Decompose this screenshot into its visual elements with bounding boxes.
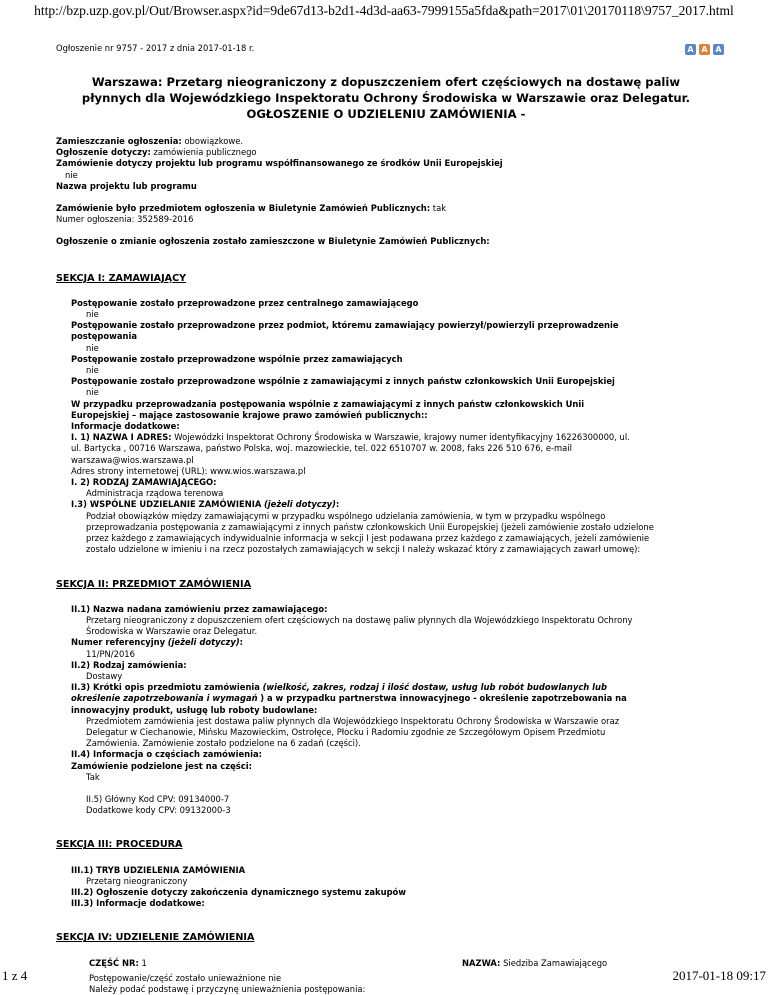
font-size-controls [685, 44, 724, 55]
section-3: III.1) TRYB UDZIELENIA ZAMÓWIENIA Przetarg nieograniczony III.2) Ogłoszenie dotyczy zakończenia dynamicznego systemu zakupów III.3) Informacje dodatkowe: [71, 864, 407, 909]
page-counter: 1 z 4 [2, 968, 28, 983]
section-3-heading: SEKCJA III: PROCEDURA [56, 839, 183, 851]
notice-number: Ogłoszenie nr 9757 - 2017 z dnia 2017-01-18 r. [56, 43, 255, 54]
section-4-heading: SEKCJA IV: UDZIELENIE ZAMÓWIENIA [56, 932, 255, 944]
section-2-heading: SEKCJA II: PRZEDMIOT ZAMÓWIENIA [56, 578, 252, 590]
notice-header [56, 40, 722, 58]
font-medium-icon[interactable]: A [699, 44, 710, 55]
font-small-icon[interactable]: A [685, 44, 696, 55]
part-row: CZĘŚĆ NR: 1 NAZWA: Siedziba Zamawiającego [89, 957, 608, 968]
browser-url: http://bzp.uzp.gov.pl/Out/Browser.aspx?id=9de67d13-b2d1-4d3d-aa63-7999155a5fda&path=2017\01\20170118\9757_2017.html [34, 3, 734, 18]
section-4: CZĘŚĆ NR: 1 NAZWA: Siedziba Zamawiającego Postępowanie/część zostało unieważnione nie Należy podać podstawę i przyczynę unieważnienia postępowania: [56, 958, 716, 995]
page-title: Warszawa: Przetarg nieograniczony z dopuszczeniem ofert częściowych na dostawę paliw płynnych dla Wojewódzkiego Inspektoratu Ochrony Środowiska w Warszawie oraz Delegatur. OGŁOSZENIE O UDZIELENIU ZAMÓWIENIA - [81, 75, 691, 121]
print-datetime: 2017-01-18 09:17 [672, 968, 766, 983]
section-2: II.1) Nazwa nadana zamówieniu przez zamawiającego: Przetarg nieograniczony z dopuszczeniem ofert częściowych na dostawę paliw płynnych dla Wojewódzkiego Inspektoratu Ochrony Środowiska w Warszawie oraz Delegatur. Numer referencyjny (jeżeli dotyczy): 11/PN/2016 II.2) Rodzaj zamówienia: Dostawy II.3) Krótki opis przedmiotu zamówienia (wielkość, zakres, rodzaj i ilość dostaw, usług lub robót budowlanych lub określenie zapotrzebowania i wymagań ) a w przypadku partnerstwa innowacyjnego - określenie zapotrzebowania na innowacyjny produkt, usługę lub roboty budowlane: Przedmiotem zamówienia jest dostawa paliw płynnych dla Wojewódzkiego Inspektoratu Ochrony Środowiska w Warszawie oraz Delegatur w Ciechanowie, Mińsku Mazowieckim, Ostrołęce, Płocku i Radomiu zgodnie ze Szczegółowym Opisem Przedmiotu Zamówienia. Zamówienie zostało podzielone na 6 zadań (części). II.4) Informacja o częściach zamówienia: Zamówienie podzielone jest na części: Tak II.5) Główny Kod CPV: 09134000-7 Dodatkowe kody CPV: 09132000-3 [71, 603, 633, 816]
intro-block: Zamieszczanie ogłoszenia: obowiązkowe. Ogłoszenie dotyczy: zamówienia publicznego Zamówienie dotyczy projektu lub programu współfinansowanego ze środków Unii Europejskiej nie Nazwa projektu lub programu Zamówienie było przedmiotem ogłoszenia w Biuletynie Zamówień Publicznych: tak Numer ogłoszenia: 352589-2016 Ogłoszenie o zmianie ogłoszenia zostało zamieszczone w Biuletynie Zamówień Publicznych: [56, 136, 503, 247]
font-large-icon[interactable]: A [713, 44, 724, 55]
section-1: Postępowanie zostało przeprowadzone przez centralnego zamawiającego nie Postępowanie zostało przeprowadzone przez podmiot, któremu zamawiający powierzył/powierzyli przeprowadzenie postępowania nie Postępowanie zostało przeprowadzone wspólnie przez zamawiających nie Postępowanie zostało przeprowadzone wspólnie z zamawiającymi z innych państw członkowskich Unii Europejskiej nie W przypadku przeprowadzania postępowania wspólnie z zamawiającymi z innych państw członkowskich Unii Europejskiej – mające zastosowanie krajowe prawo zamówień publicznych:: Informacje dodatkowe: I. 1) NAZWA I ADRES: Wojewódzki Inspektorat Ochrony Środowiska w Warszawie, krajowy numer identyfikacyjny 16226300000, ul. ul. Bartycka , 00716 Warszawa, państwo Polska, woj. mazowieckie, tel. 022 6510707 w. 2008, faks 226 510 676, e-mail warszawa@wios.warszawa.pl Adres strony internetowej (URL): www.wios.warszawa.pl I. 2) RODZAJ ZAMAWIAJĄCEGO: Administracja rządowa terenowa I.3) WSPÓLNE UDZIELANIE ZAMÓWIENIA (jeżeli dotyczy): Podział obowiązków między zamawiającymi w przypadku wspólnego udzielania zamówienia, w tym w przypadku wspólnego przeprowadzania postępowania z zamawiającymi z innych państw członkowskich Unii Europejskiej (jeżeli zamówienie zostało udzielone przez każdego z zamawiających indywidualnie informacja w sekcji I jest podawana przez każdego z zamawiających, jeżeli zamówienie zostało udzielone w imieniu i na rzecz pozostałych zamawiających w sekcji I należy wskazać który z zamawiających zawarł umowę): [71, 297, 654, 555]
section-1-heading: SEKCJA I: ZAMAWIAJĄCY [56, 272, 187, 284]
